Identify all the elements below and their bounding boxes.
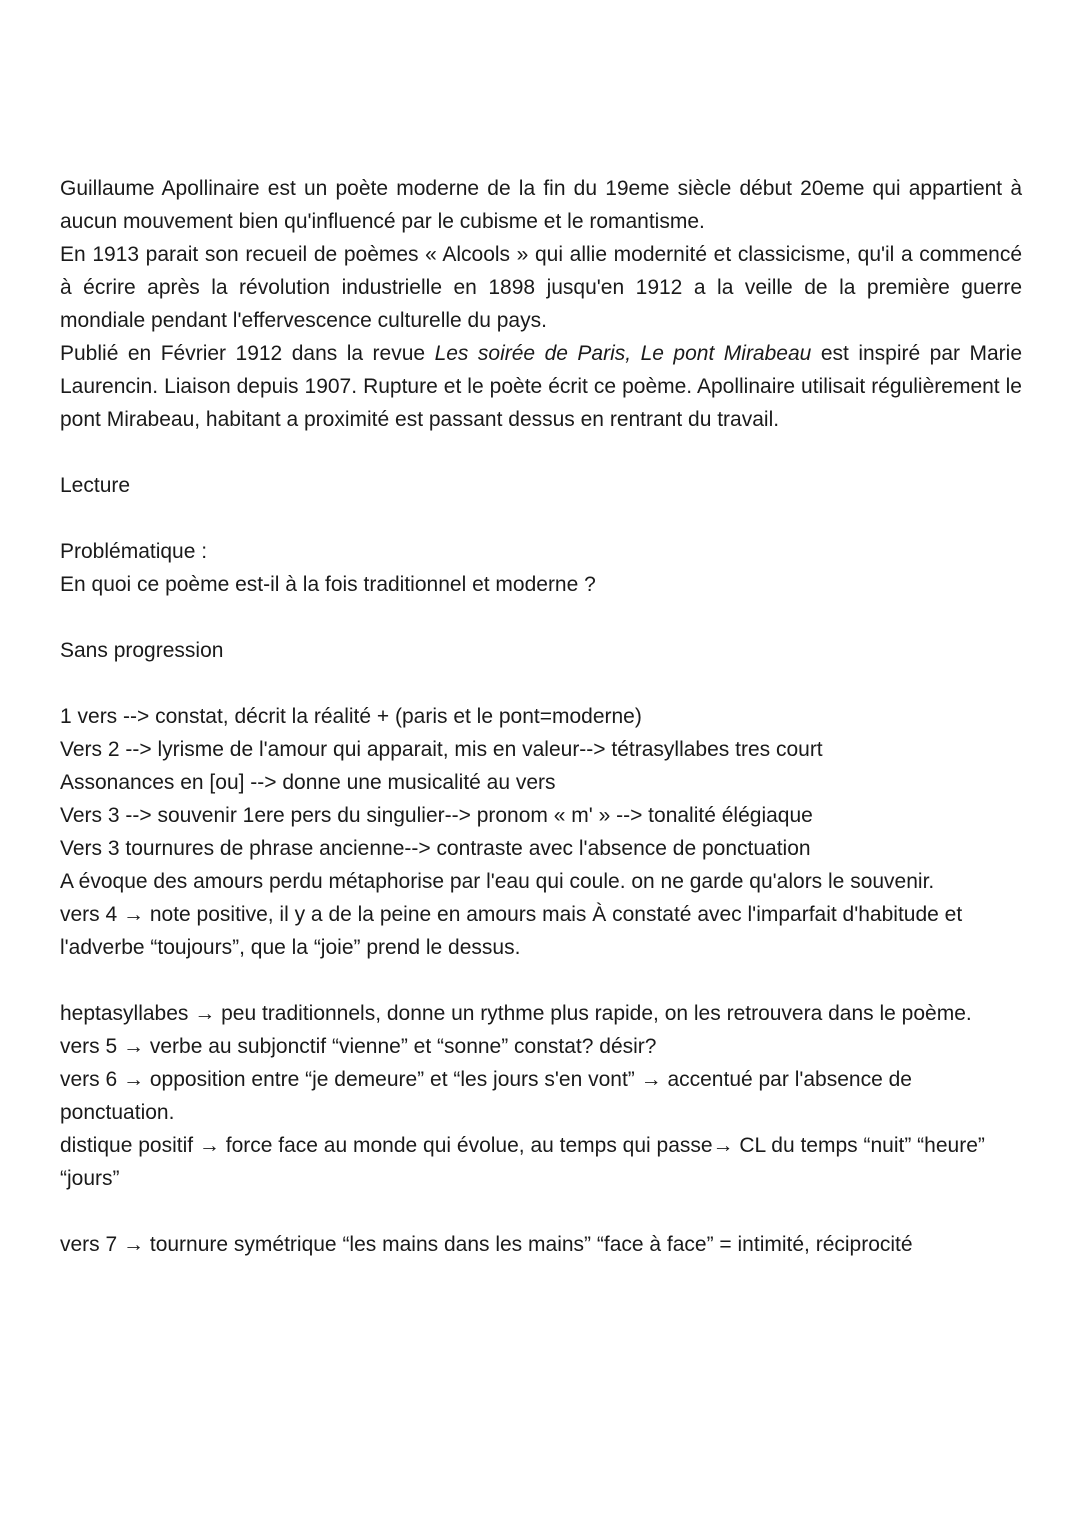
spacer [60,667,1022,700]
analysis-line: Vers 2 --> lyrisme de l'amour qui apparait, mis en valeur--> tétrasyllabes tres court [60,738,823,761]
spacer [60,601,1022,634]
intro-paragraph-2: En 1913 parait son recueil de poèmes « Alcools » qui allie modernité et classicisme, qu'il a commencé à écrire après la révolution industrielle en 1898 jusqu'en 1912 a la veille de la première guerre mondiale pendant l'effervescence culturelle du pays. [60,243,1022,332]
analysis-heptasyllabes: heptasyllabes → peu traditionnels, donne un rythme plus rapide, on les retrouvera dans le poème. [60,1002,972,1025]
poem-title: Le pont Mirabeau [640,342,812,365]
analysis-line: Assonances en [ou] --> donne une musicalité au vers [60,771,556,794]
lecture-heading: Lecture [60,474,131,497]
spacer [60,1195,1022,1228]
revue-title: Les soirée de Paris, [434,342,632,365]
progression-label: Sans progression [60,639,224,662]
analysis-line: Vers 3 tournures de phrase ancienne--> contraste avec l'absence de ponctuation [60,837,811,860]
intro-p3-space [631,342,640,365]
analysis-vers6: vers 6 → opposition entre “je demeure” et “les jours s'en vont” → accentué par l'absence de ponctuation. [60,1068,912,1124]
analysis-line: 1 vers --> constat, décrit la réalité + (paris et le pont=moderne) [60,705,642,728]
document-page [60,172,1022,1261]
problematique-label: Problématique : [60,540,208,563]
analysis-line: Vers 3 --> souvenir 1ere pers du singulier--> pronom « m' » --> tonalité élégiaque [60,804,813,827]
problematique-question: En quoi ce poème est-il à la fois traditionnel et moderne ? [60,573,596,596]
analysis-distique: distique positif → force face au monde qui évolue, au temps qui passe→ CL du temps “nuit” “heure” “jours” [60,1134,985,1190]
analysis-line-vers4: vers 4 → note positive, il y a de la peine en amours mais À constaté avec l'imparfait d'habitude et l'adverbe “toujours”, que la “joie” prend le dessus. [60,903,963,959]
intro-paragraph-1: Guillaume Apollinaire est un poète moderne de la fin du 19eme siècle début 20eme qui appartient à aucun mouvement bien qu'influencé par le cubisme et le romantisme. [60,177,1022,233]
analysis-line: A évoque des amours perdu métaphorise par l'eau qui coule. on ne garde qu'alors le souvenir. [60,870,935,893]
spacer [60,436,1022,469]
spacer [60,964,1022,997]
spacer [60,502,1022,535]
analysis-vers5: vers 5 → verbe au subjonctif “vienne” et “sonne” constat? désir? [60,1035,657,1058]
intro-p3-end: est inspiré par Marie Laurencin. Liaison depuis 1907. Rupture et le poète écrit ce poème. Apollinaire utilisait régulièrement le pont Mirabeau, habitant a proximité est passant dessus en rentrant du travail. [60,342,1022,431]
intro-p3-start: Publié en Février 1912 dans la revue [60,342,435,365]
analysis-vers7: vers 7 → tournure symétrique “les mains dans les mains” “face à face” = intimité, réciprocité [60,1233,913,1256]
intro-paragraph-3 [60,337,1022,436]
